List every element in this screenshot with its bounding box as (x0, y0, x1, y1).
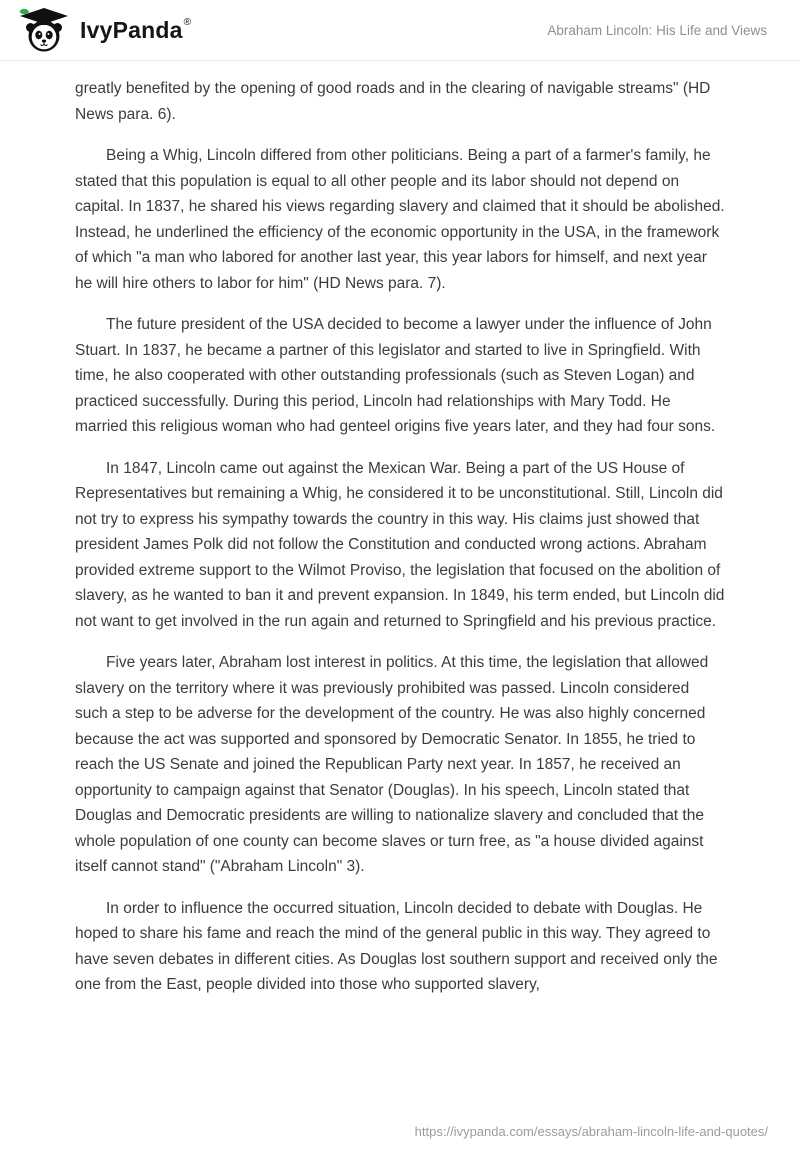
essay-paragraph: In order to influence the occurred situation, Lincoln decided to debate with Douglas. He hoped to share his fame and reach the mind of the general public in this way. They agreed to have seven debates in different cities. As Douglas lost southern support and received only the one from the East, people divided into those who supported slavery, (75, 899, 718, 993)
brand-logo-link[interactable] (18, 6, 191, 54)
essay-paragraph: The future president of the USA decided to become a lawyer under the influence of John Stuart. In 1837, he became a partner of this legislator and started to live in Springfield. With time, he also cooperated with other outstanding professionals (such as Steven Logan) and practiced successfully. During this period, Lincoln had relationships with Mary Todd. He married this religious woman who had genteel origins five years later, and they had four sons. (75, 316, 716, 435)
footer (0, 1118, 800, 1160)
essay-content (0, 61, 800, 1118)
header (0, 0, 800, 61)
registered-trademark: ® (183, 16, 191, 28)
essay-paragraph: Being a Whig, Lincoln differed from other politicians. Being a part of a farmer's family, he stated that this population is equal to all other people and its labor should not depend on capital. In 1837, he shared his views regarding slavery and claimed that it should be abolished. Instead, he underlined the efficiency of the economic opportunity in the USA, in the framework of which "a man who labored for another last year, this year labors for himself, and next year he will hire others to labor for him" (HD News para. 7). (75, 147, 725, 292)
graduation-cap-panda-icon (18, 6, 70, 54)
source-url-link[interactable]: https://ivypanda.com/essays/abraham-lincoln-life-and-quotes/ (414, 1124, 768, 1139)
brand-name: IvyPanda (80, 16, 183, 43)
document-title: Abraham Lincoln: His Life and Views (547, 22, 767, 38)
essay-paragraph: Five years later, Abraham lost interest in politics. At this time, the legislation that allowed slavery on the territory where it was previously prohibited was passed. Lincoln considered such a step to be adverse for the development of the country. He was also highly concerned because the act was supported and sponsored by Democratic Senator. In 1855, he tried to reach the US Senate and joined the Republican Party next year. In 1857, he received an opportunity to campaign against that Senator (Douglas). In his speech, Lincoln stated that Douglas and Democratic presidents are willing to nationalize slavery and concluded that the whole population of one county can become slaves or turn free, as "a house divided against itself cannot stand" ("Abraham Lincoln" 3). (75, 654, 709, 875)
essay-paragraph-continuation: greatly benefited by the opening of good roads and in the clearing of navigable streams" (HD News para. 6). (75, 80, 711, 123)
essay-paragraph: In 1847, Lincoln came out against the Mexican War. Being a part of the US House of Representatives but remaining a Whig, he considered it to be unconstitutional. Still, Lincoln did not try to express his sympathy towards the country in this way. His claims just showed that president James Polk did not follow the Constitution and conducted wrong actions. Abraham provided extreme support to the Wilmot Proviso, the legislation that focused on the abolition of slavery, as he wanted to ban it and prevent expansion. In 1849, his term ended, but Lincoln did not want to get involved in the run again and returned to Springfield and his previous practice. (75, 459, 725, 630)
brand-wordmark (80, 16, 191, 43)
